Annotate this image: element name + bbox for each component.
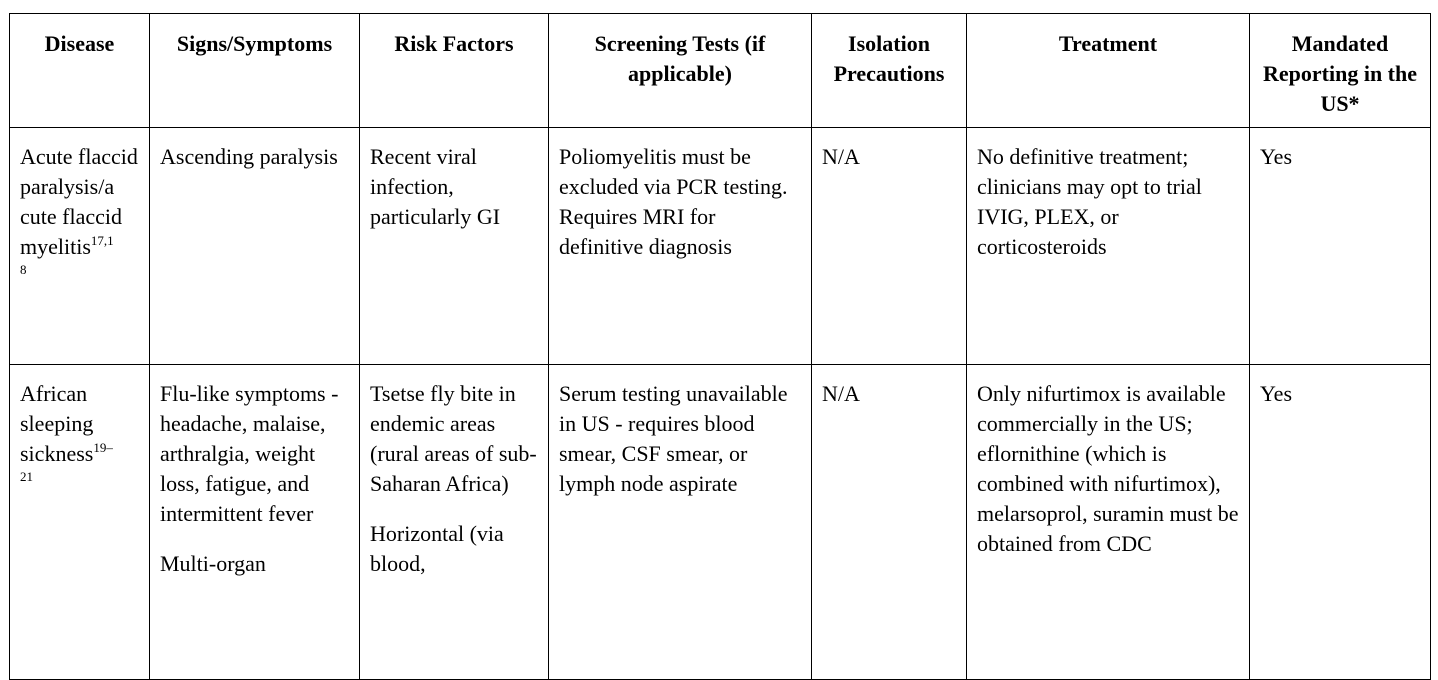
disease-name: African sleeping sickness [20, 381, 94, 466]
risk-paragraph: Tsetse fly bite in endemic areas (rural areas of sub-Saharan Africa) [370, 381, 537, 496]
header-signs-symptoms: Signs/Symptoms [150, 14, 360, 128]
treatment-cell: No definitive treatment; clinicians may opt to trial IVIG, PLEX, or corticosteroids [967, 128, 1250, 365]
reporting-cell: Yes [1250, 128, 1431, 365]
reference-superscript-continued: 21 [20, 469, 33, 484]
table-row [10, 365, 1431, 680]
header-isolation-precautions: Isolation Precautions [812, 14, 967, 128]
screening-cell: Poliomyelitis must be excluded via PCR testing. Requires MRI for definitive diagnosis [549, 128, 812, 365]
disease-table [9, 13, 1431, 680]
isolation-cell: N/A [812, 128, 967, 365]
signs-paragraph: Multi-organ [160, 551, 266, 576]
disease-cell [10, 128, 150, 365]
header-row [10, 14, 1431, 128]
header-mandated-reporting: Mandated Reporting in the US* [1250, 14, 1431, 128]
header-risk-factors: Risk Factors [360, 14, 549, 128]
signs-cell: Ascending paralysis [150, 128, 360, 365]
header-disease: Disease [10, 14, 150, 128]
reference-superscript: 17,1 [90, 233, 114, 248]
header-treatment: Treatment [967, 14, 1250, 128]
isolation-cell: N/A [812, 365, 967, 680]
screening-cell: Serum testing unavailable in US - requires blood smear, CSF smear, or lymph node aspirate [549, 365, 812, 680]
reference-superscript-continued: 8 [20, 262, 27, 277]
signs-paragraph: Flu-like symptoms - headache, malaise, arthralgia, weight loss, fatigue, and intermittent fever [160, 381, 339, 526]
header-screening-tests: Screening Tests (if applicable) [549, 14, 812, 128]
table-row [10, 128, 1431, 365]
risk-factors-cell [360, 365, 549, 680]
risk-paragraph: Horizontal (via blood, [370, 521, 504, 576]
reference-superscript: 19– [93, 440, 113, 455]
disease-cell [10, 365, 150, 680]
signs-cell [150, 365, 360, 680]
disease-name: Acute flaccid paralysis/a cute flaccid myelitis [20, 144, 138, 259]
treatment-cell: Only nifurtimox is available commercially in the US; eflornithine (which is combined with nifurtimox), melarsoprol, suramin must be obtained from CDC [967, 365, 1250, 680]
risk-factors-cell: Recent viral infection, particularly GI [360, 128, 549, 365]
reporting-cell: Yes [1250, 365, 1431, 680]
